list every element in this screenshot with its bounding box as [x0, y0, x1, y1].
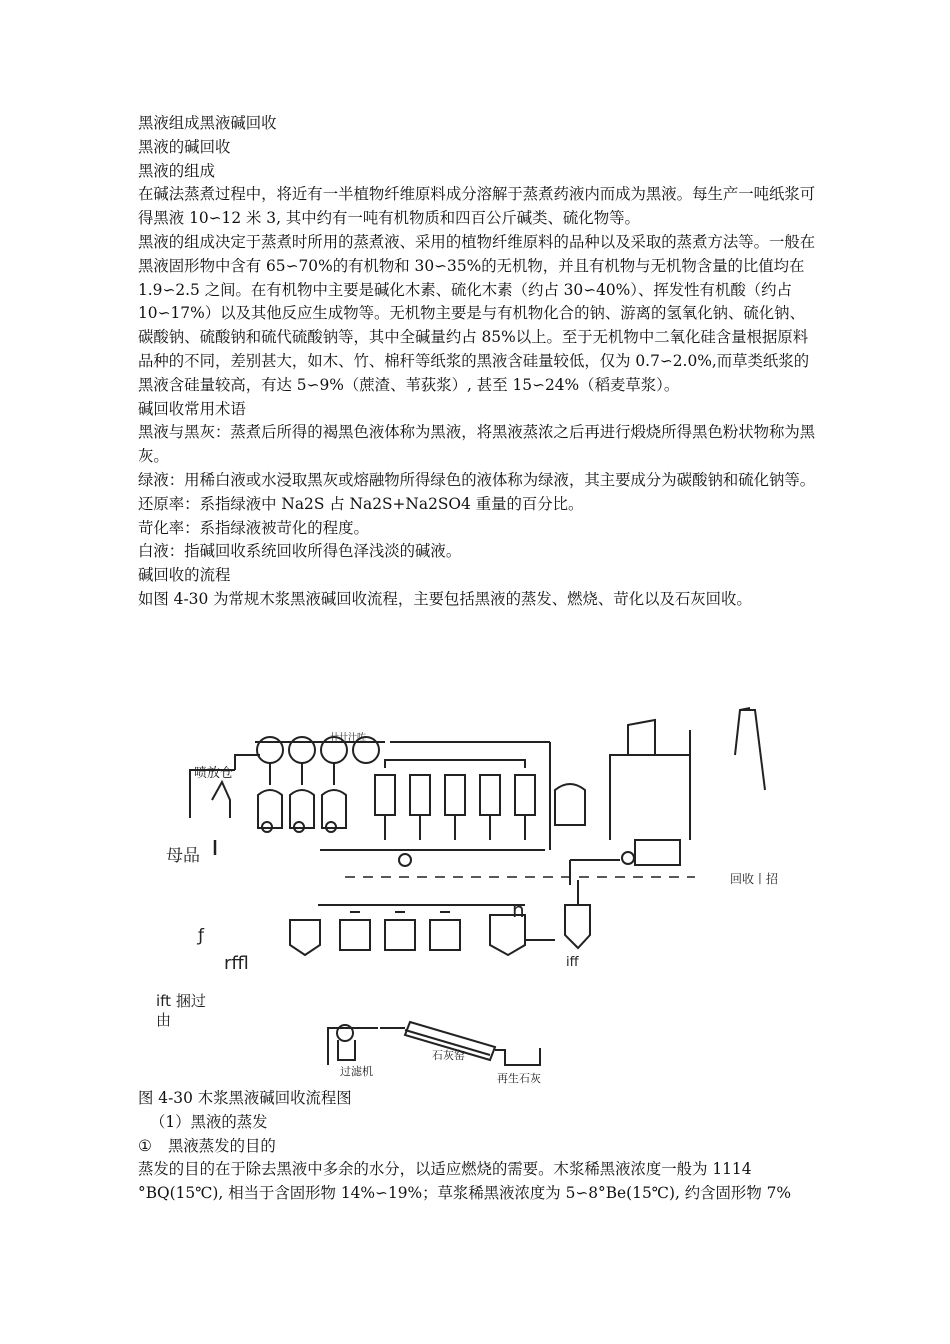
recovery-boiler	[570, 720, 690, 885]
heading-black-liquor-composition: 黑液的组成	[138, 161, 215, 180]
process-flow-figure	[150, 700, 800, 1085]
doc-title: 黑液组成黑液碱回收	[138, 114, 277, 132]
para-alkaline-cooking: 在碱法蒸煮过程中，将近有一半植物纤维原料成分溶解于蒸煮药液内而成为黑液。每生产一吨纸浆可得黑液 10∽12 米 3, 其中约有一吨有机物质和四百公斤碱类、硫化物等。	[138, 185, 816, 228]
term-black-liquor: 黑液与黑灰：蒸煮后所得的褐黑色液体称为黑液，将黑液蒸浓之后再进行煅烧所得黑色粉状物称为黑灰。	[138, 423, 816, 466]
label-rffl: rffl	[224, 953, 249, 974]
heading-terms: 碱回收常用术语	[138, 399, 246, 418]
item-title: 黑液蒸发的目的	[168, 1136, 276, 1155]
smelt-dissolver	[565, 880, 590, 948]
item-purpose	[138, 1135, 828, 1159]
label-lime-kiln: 石灰窑	[432, 1049, 465, 1062]
heading-black-liquor-recovery: 黑液的碱回收	[138, 137, 231, 156]
term-white-liquor: 白液：指碱回收系统回收所得色泽浅淡的碱液。	[138, 542, 462, 561]
heading-process: 碱回收的流程	[138, 566, 231, 585]
flow-diagram	[150, 700, 800, 1085]
para-process: 如图 4-30 为常规木浆黑液碱回收流程，主要包括黑液的蒸发、燃烧、苛化以及石灰回收。	[138, 589, 752, 608]
label-n: n	[512, 898, 525, 922]
term-reduction-rate: 还原率：系指绿液中 Na2S 占 Na2S+Na2SO4 重量的百分比。	[138, 494, 584, 513]
chimney-stack	[735, 708, 765, 790]
section-evaporation: （1）黑液的蒸发	[150, 1112, 268, 1131]
item-number: ①	[138, 1136, 152, 1155]
filtrate-tanks	[258, 763, 346, 832]
body-text-bottom	[138, 1087, 828, 1206]
evaporator-effects	[320, 742, 550, 866]
label-small-text: 卄卄汁咗	[330, 733, 367, 743]
label-filter-machine: 过滤机	[340, 1065, 373, 1078]
label-swirl: ƒ	[198, 926, 204, 946]
label-you: 由	[156, 1011, 172, 1029]
label-blow-tank: 喷放仓	[194, 766, 234, 781]
term-causticizing-rate: 苛化率：系指绿液被苛化的程度。	[138, 518, 369, 537]
storage-tank	[555, 784, 585, 825]
term-green-liquor: 绿液：用稀白液或水浸取黑灰或熔融物所得绿色的液体称为绿液，其主要成分为碳酸钠和硫化钠等。	[138, 470, 816, 489]
label-iff: iff	[566, 955, 579, 970]
label-recovery: 回收丨招	[730, 872, 779, 886]
para-composition: 黑液的组成决定于蒸煮时所用的蒸煮液、采用的植物纤维原料的品种以及采取的蒸煮方法等。一般在黑液固形物中含有 65∽70%的有机物和 30∽35%的无机物，并且有机物与无机物含量的比值均在 1.9∽2.5 之间。在有机物中主要是碱化木素、硫化木素（约占 30∽40%）、挥发性有机酸（约占 10∽17%）以及其他反应生成物等。无机物主要是与有机物化合的钠、游离的氢氧化钠、硫化钠、碳酸钠、硫酸钠和硫代硫酸钠等，其中全碱量约占 85%以上。至于无机物中二氧化硅含量根据原料品种的不同，差别甚大，如木、竹、棉秆等纸浆的黑液含硅量较低，仅为 0.7∽2.0%,而草类纸浆的黑液含硅量较高，有达 5∽9%（蔗渣、苇荻浆）, 甚至 15∽24%（稻麦草浆）。	[138, 232, 816, 394]
para-evaporation-purpose: 蒸发的目的在于除去黑液中多余的水分，以适应燃烧的需要。木浆稀黑液浓度一般为 1114 °BQ(15℃), 相当于含固形物 14%∽19%；草浆稀黑液浓度为 5∽8°Be(15℃), 约含固形物 7%	[138, 1160, 792, 1203]
body-text-top	[138, 112, 818, 612]
figure-caption: 图 4-30 木浆黑液碱回收流程图	[138, 1089, 352, 1107]
label-ift-filter: ift 捆过	[156, 992, 206, 1010]
label-regen-lime: 再生石灰	[497, 1072, 541, 1085]
label-product: 母品	[166, 846, 200, 866]
